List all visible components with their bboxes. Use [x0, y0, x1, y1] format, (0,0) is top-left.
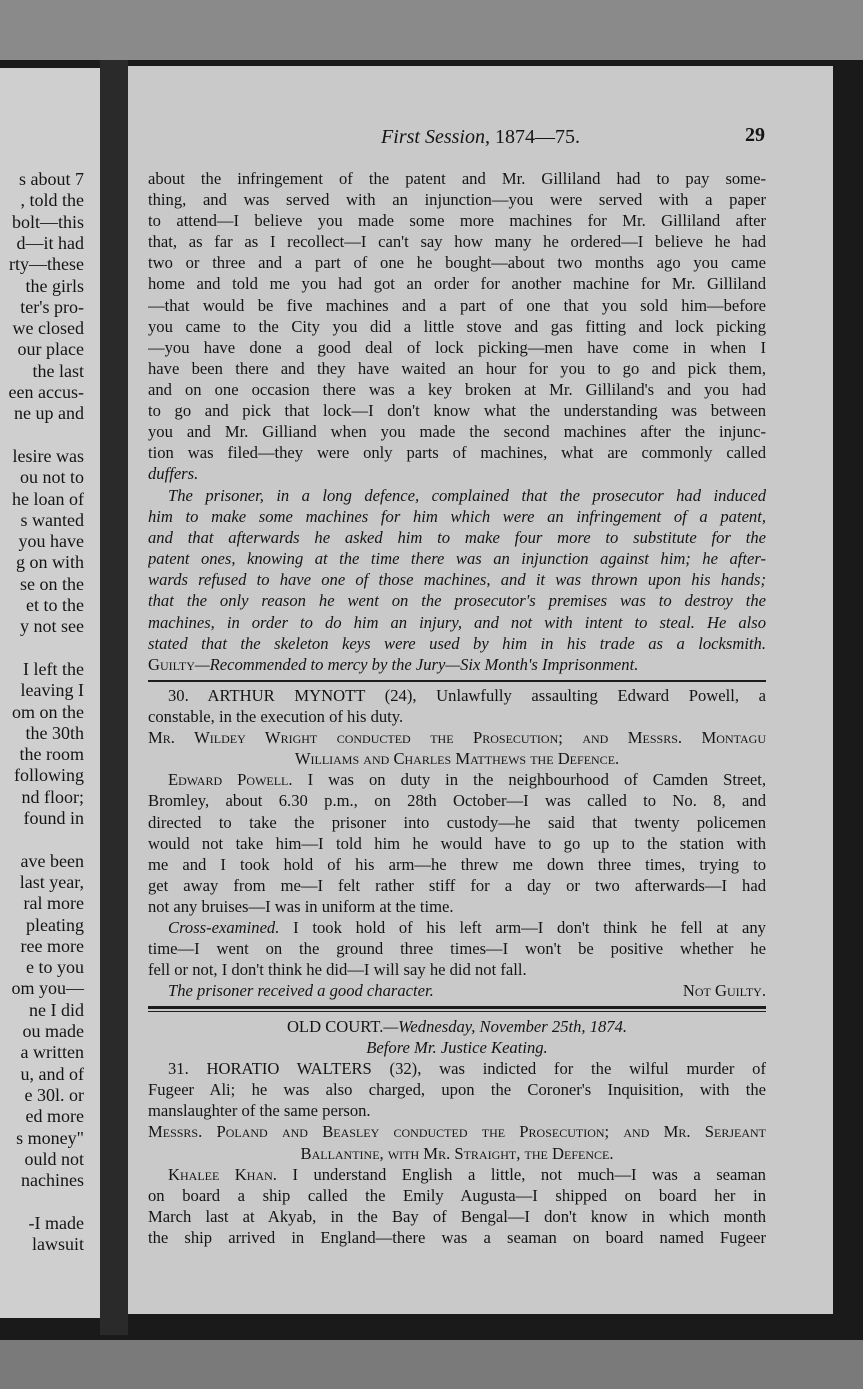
- left-page-fragment: g on with: [15, 552, 84, 573]
- case-31-testimony-first: [148, 1164, 766, 1185]
- case-31-testimony-line: March last at Akyab, in the Bay of Bengal—I don't know in which month: [148, 1206, 766, 1226]
- case-30-testimony-line: would not take him—I told him he would have to go up to the station with: [148, 833, 766, 853]
- testimony-continued: [148, 168, 766, 484]
- left-page-fragment: -I made: [28, 1212, 84, 1233]
- court-divider: [148, 1006, 766, 1009]
- case-30-cross-line: fell or not, I don't think he did—I will say he did not fall.: [148, 960, 527, 980]
- testimony-line: you came to the City you did a little stove and gas fitting and lock picking: [148, 316, 766, 336]
- left-page-fragment: lawsuit: [32, 1234, 84, 1254]
- left-page-fragment: found in: [23, 808, 84, 828]
- left-page-fragment: nd floor;: [21, 786, 84, 807]
- left-page-fragment: bolt—this: [11, 211, 84, 232]
- verdict-sentence: —Recommended to mercy by the Jury—Six Month's Imprisonment.: [194, 655, 639, 674]
- top-background: [0, 0, 863, 60]
- case-30-testimony-line: not any bruises—I was in uniform at the time.: [148, 896, 454, 916]
- left-page-fragment: om you—: [11, 978, 84, 999]
- cross-label: Cross-examined.: [168, 918, 280, 938]
- left-page-fragment: the 30th: [25, 722, 84, 743]
- testimony-line: —that would be five machines and a part of one that you sold him—before: [148, 295, 766, 315]
- section-divider: [148, 680, 766, 682]
- cross-text: I took hold of his left arm—I don't think he fell at any: [293, 918, 766, 938]
- left-page-fragment: he loan of: [12, 488, 84, 509]
- defence-line: The prisoner, in a long defence, complained that the prosecutor had induced: [168, 486, 766, 505]
- testimony-line: —you have done a good deal of lock picking—men have come in when I: [148, 337, 766, 357]
- right-page: [128, 66, 833, 1314]
- left-page-fragment: een accus-: [8, 382, 84, 402]
- case-31-line-2: Fugeer Ali; he was also charged, upon the Coroner's Inquisition, with the: [148, 1080, 766, 1100]
- left-page-fragment: leaving I: [20, 680, 84, 701]
- witness-name: Edward Powell.: [168, 770, 293, 790]
- left-page-fragment: ter's pro-: [20, 296, 84, 317]
- left-page-fragment: we closed: [12, 318, 84, 339]
- case-30-testimony-line: Bromley, about 6.30 p.m., on 28th October—I was called to No. 8, and: [148, 791, 766, 811]
- testimony-line: duffers.: [148, 464, 199, 484]
- testimony-line: and on one occasion there was a key broken at Mr. Gilliland's and you had: [148, 379, 766, 399]
- case-30-heading: 30. ARTHUR MYNOTT (24), Unlawfully assaulting Edward Powell, a: [168, 686, 766, 705]
- case-31-counsel-2: Ballantine, with Mr. Straight, the Defence.: [300, 1143, 614, 1163]
- testimony-line: have been there and they have waited an hour for you to go and pick them,: [148, 358, 766, 378]
- left-page-fragment: , told the: [20, 190, 84, 211]
- session-years: 1874—75.: [494, 126, 580, 148]
- character-note: The prisoner received a good character.: [168, 981, 434, 1001]
- court-session: [148, 1016, 766, 1248]
- case-31-heading: 31. HORATIO WALTERS (32), was indicted for the wilful murder of: [168, 1059, 766, 1079]
- case-30-testimony-line: me and I took hold of his arm—he threw me down three times, trying to: [148, 854, 766, 874]
- left-page-fragment: our place: [17, 339, 84, 360]
- left-page-fragment: s wanted: [20, 509, 84, 530]
- defence-line: him to make some machines for him which were an infringement of a patent,: [148, 507, 766, 527]
- testimony-line: two or three and a part of one he bought—about two months ago you came: [148, 253, 766, 273]
- left-page-fragment: e to you: [26, 957, 84, 978]
- left-page-fragment: ou made: [22, 1021, 84, 1041]
- left-page-fragment: the last: [32, 360, 84, 381]
- testimony-line: to go and pick that lock—I don't know what the understanding was between: [148, 401, 766, 421]
- case-30-outcome: [148, 980, 766, 1001]
- left-page: [0, 68, 108, 1318]
- page-number: 29: [745, 124, 765, 146]
- case-30-cross-first: [148, 917, 766, 938]
- case-31-testimony-line: on board a ship called the Emily Augusta—I shipped on board her in: [148, 1185, 766, 1205]
- left-page-fragment: the room: [19, 744, 84, 765]
- case-30-testimony-line: directed to take the prisoner into custody—he said that twenty policemen: [148, 812, 766, 832]
- left-page-fragment: u, and of: [20, 1063, 84, 1084]
- left-page-fragment: rty—these: [9, 254, 84, 275]
- testimony-text: I understand English a little, not much—I was a seaman: [292, 1164, 766, 1184]
- case-31-line-3: manslaughter of the same person.: [148, 1101, 371, 1121]
- judge: Before Mr. Justice Keating.: [366, 1038, 548, 1058]
- left-page-fragment: following: [14, 765, 84, 786]
- witness-name: Khalee Khan.: [168, 1164, 277, 1184]
- testimony-line: about the infringement of the patent and Mr. Gilliland had to pay some-: [148, 169, 766, 188]
- case-30-heading-2: constable, in the execution of his duty.: [148, 707, 404, 727]
- case-30-counsel-2: Williams and Charles Matthews the Defence.: [294, 749, 620, 769]
- left-page-fragment: nachines: [21, 1170, 84, 1191]
- session-title: First Session,: [381, 126, 490, 148]
- left-page-fragment: ral more: [23, 893, 84, 914]
- court-heading: [148, 1016, 766, 1037]
- running-header: [128, 126, 833, 149]
- left-page-fragment: ree more: [20, 935, 84, 956]
- defence-line: that the only reason he went on the prosecutor's premises was to destroy the: [148, 591, 766, 611]
- case-30-cross-line: time—I went on the ground three times—I won't be positive whether he: [148, 939, 766, 959]
- left-page-fragment: last year,: [19, 871, 84, 892]
- case-30-testimony-first: [148, 769, 766, 790]
- bottom-background: [0, 1340, 863, 1389]
- left-page-fragment: I left the: [23, 658, 84, 679]
- testimony-line: to attend—I believe you made some more machines for Mr. Gilliland after: [148, 211, 766, 231]
- left-page-fragment: ne up and: [14, 403, 84, 424]
- testimony-line: you and Mr. Gilliand when you made the second machines after the injunc-: [148, 422, 766, 442]
- verdict-word: Guilty: [148, 655, 195, 674]
- case-30: [148, 685, 766, 1001]
- left-page-fragment: om on the: [12, 701, 84, 722]
- testimony-line: that, as far as I recollect—I can't say how many he ordered—I believe he had: [148, 232, 766, 252]
- left-page-fragment: ould not: [24, 1148, 84, 1169]
- left-page-fragment: ou not to: [19, 467, 84, 488]
- defence-line: patent ones, knowing at the time there was an injunction against him; he after-: [148, 549, 766, 569]
- defence-line: stated that the skeleton keys were used by him in his trade as a locksmith.: [148, 633, 766, 653]
- testimony-line: tion was filed—they were only parts of machines, what are commonly called: [148, 443, 766, 463]
- case-31-testimony-line: the ship arrived in England—there was a seaman on board named Fugeer: [148, 1227, 766, 1247]
- left-page-fragment: lesire was: [12, 445, 84, 466]
- book-gutter: [100, 60, 128, 1335]
- left-page-fragment: et to the: [26, 595, 84, 615]
- verdict-guilty: [148, 654, 766, 675]
- case-30-testimony-line: get away from me—I felt rather stiff for a day or two afterwards—I had: [148, 875, 766, 895]
- defence-line: wards refused to have one of those machines, and it was thrown upon his hands;: [148, 570, 766, 590]
- left-page-fragment: you have: [18, 531, 84, 552]
- left-page-fragment: a written: [20, 1042, 84, 1063]
- testimony-line: home and told me you had got an order for another machine for Mr. Gilliland: [148, 274, 766, 294]
- case-30-counsel-1: Mr. Wildey Wright conducted the Prosecution; and Messrs. Montagu: [148, 728, 766, 748]
- court-divider-thin: [148, 1011, 766, 1012]
- testimony-text: I was on duty in the neighbourhood of Camden Street,: [307, 770, 766, 790]
- left-page-fragment: e 30l. or: [24, 1084, 84, 1105]
- defence-line: machines, in order to do him an injury, and not with intent to steal. He also: [148, 612, 766, 632]
- left-page-fragment: y not see: [20, 616, 84, 637]
- left-page-fragment: d—it had: [16, 232, 84, 253]
- case-30-verdict: Not Guilty.: [682, 981, 766, 1001]
- left-page-fragment: ave been: [20, 850, 84, 871]
- left-page-fragment: s money": [16, 1127, 84, 1148]
- left-page-fragment: pleating: [26, 914, 84, 935]
- case-31-counsel-1: Messrs. Poland and Beasley conducted the Prosecution; and Mr. Serjeant: [148, 1122, 766, 1142]
- testimony-line: thing, and was served with an injunction—you were served with a paper: [148, 190, 766, 210]
- court-date: —Wednesday, November 25th, 1874.: [383, 1017, 628, 1036]
- left-page-fragment: ed more: [25, 1106, 84, 1127]
- court-name: OLD COURT.: [286, 1017, 384, 1036]
- left-page-fragment: ne I did: [29, 999, 84, 1020]
- defence-line: and that afterwards he asked him to make four more to substitute for the: [148, 528, 766, 548]
- defence-statement: [148, 485, 766, 654]
- left-page-fragment: the girls: [25, 275, 84, 296]
- left-page-fragment: se on the: [20, 573, 84, 594]
- left-page-fragment: s about 7: [19, 169, 84, 189]
